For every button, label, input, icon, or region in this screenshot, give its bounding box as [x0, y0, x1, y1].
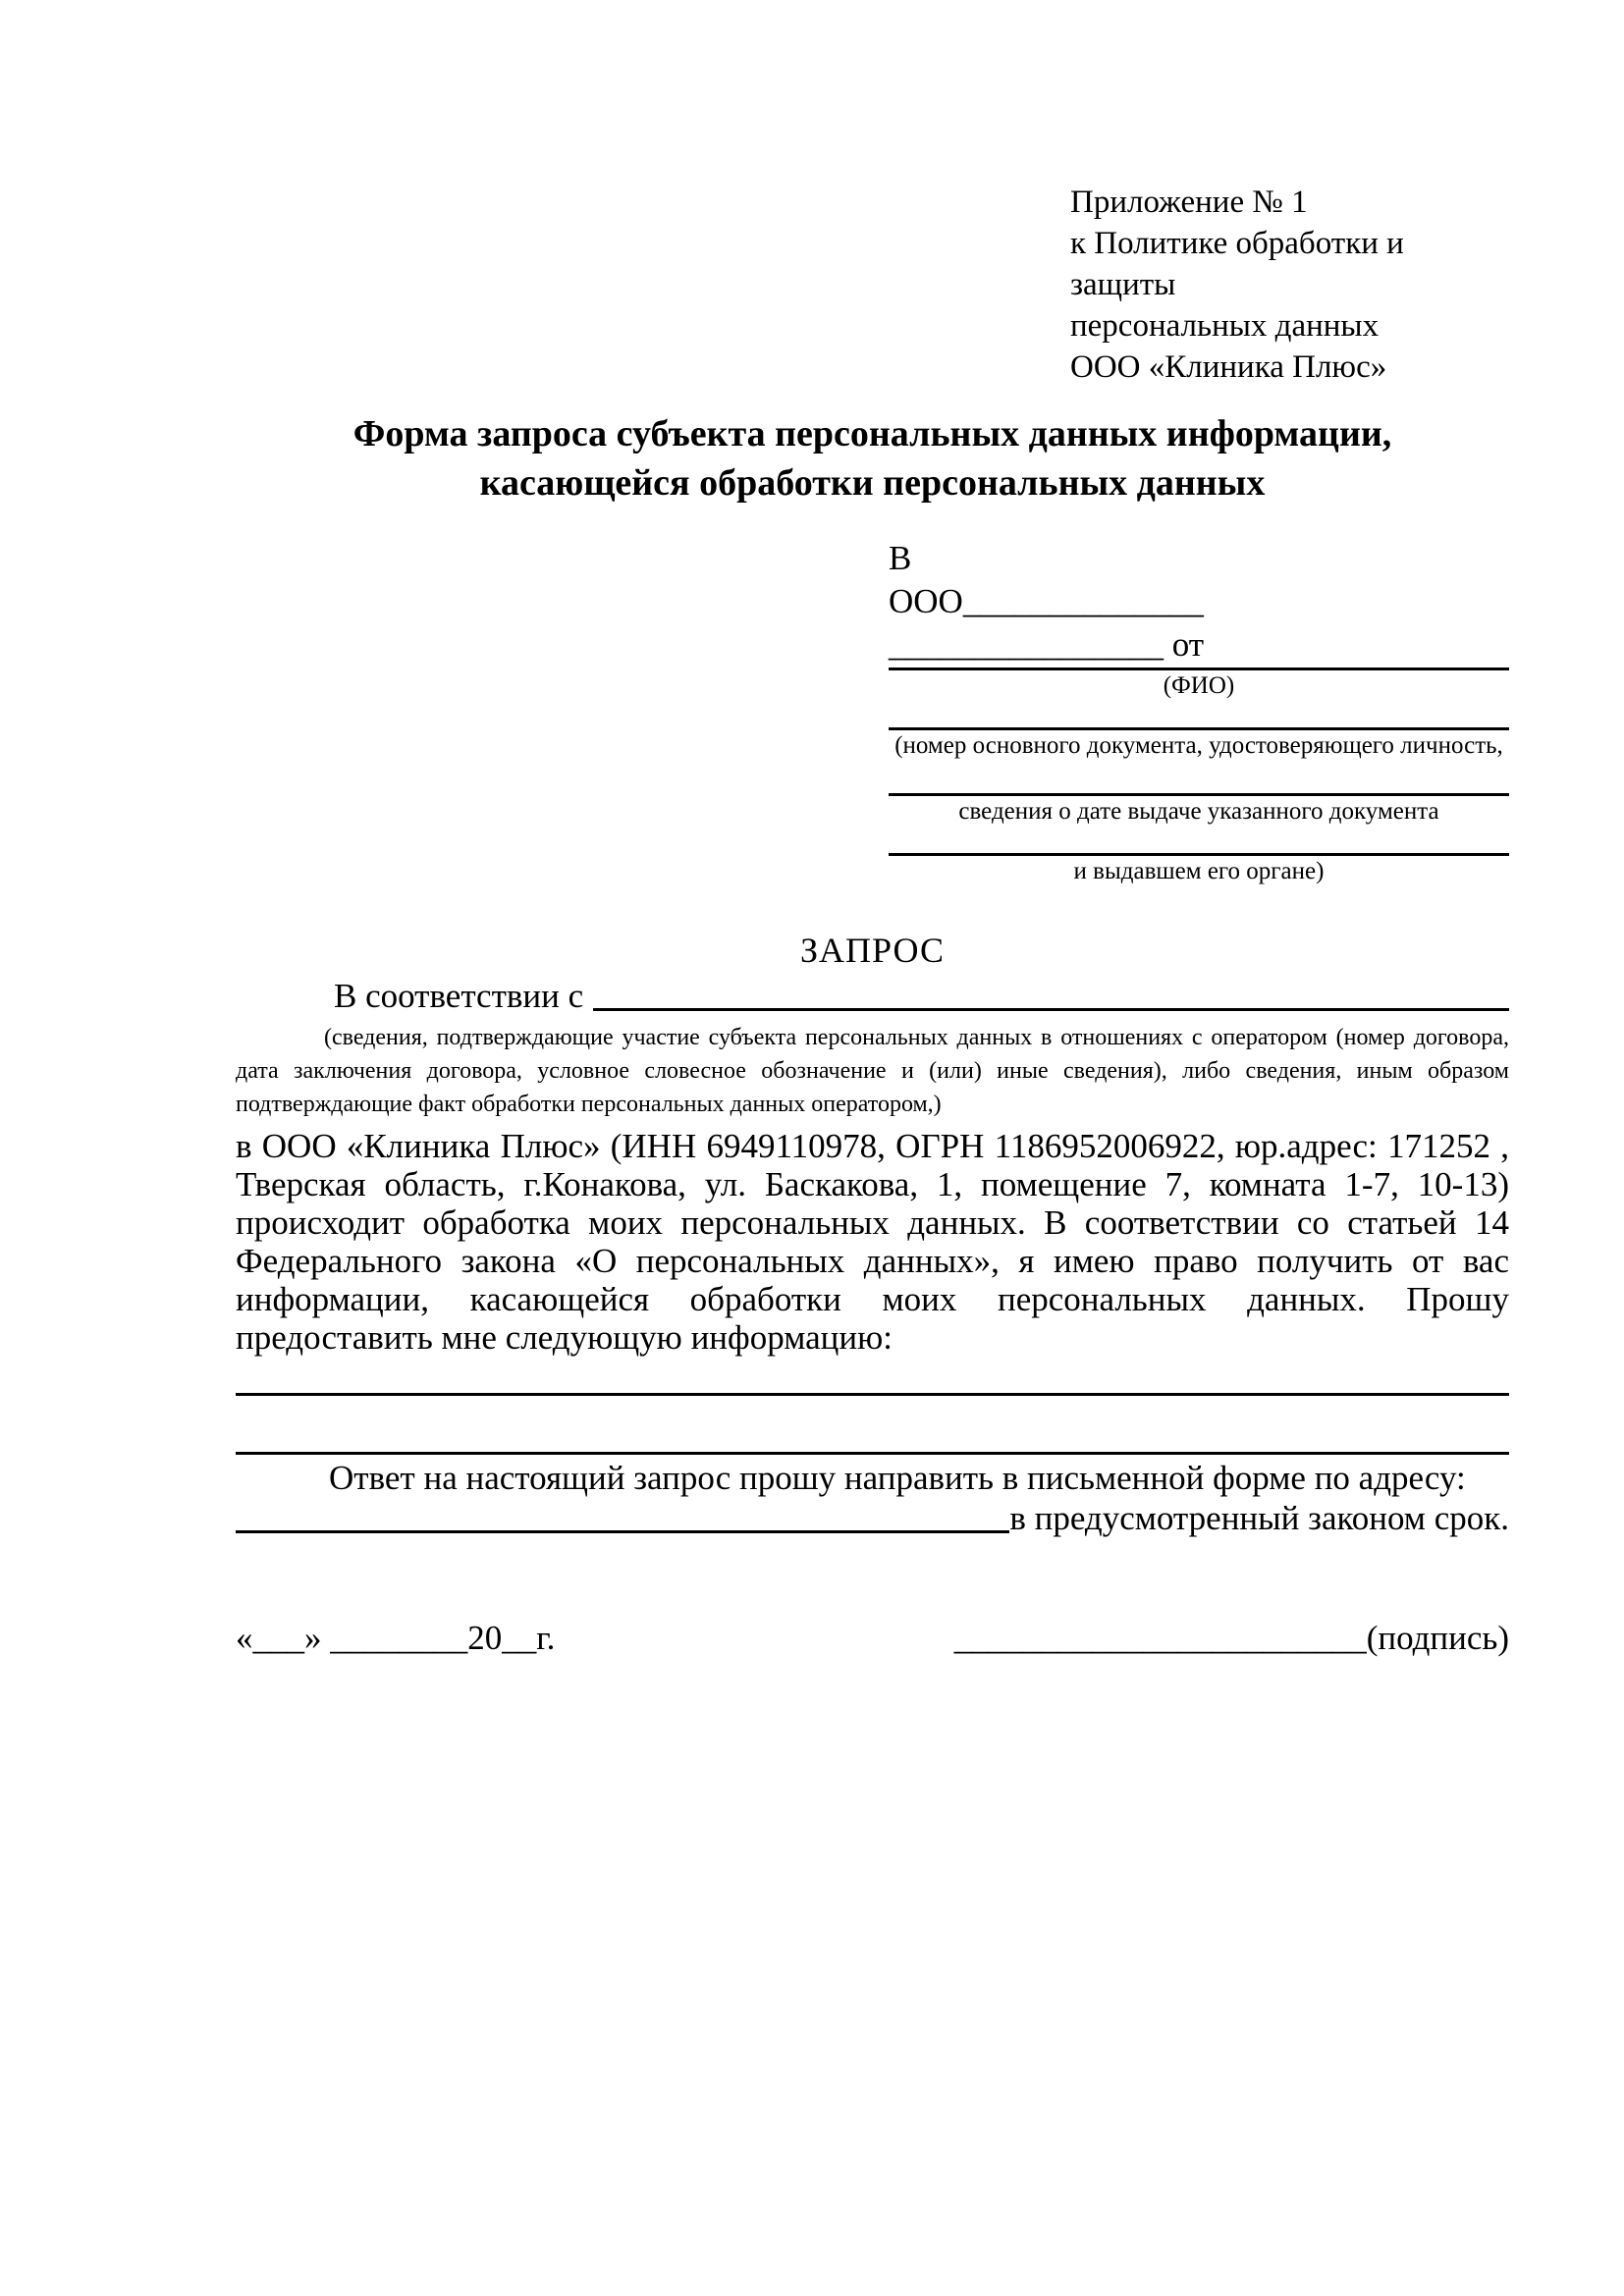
accordance-caption: (сведения, подтверждающие участие субъекта персональных данных в отношениях с оператором (номер договора, дата заключения договора, условное словесное обозначение и (или) иные сведения), либо сведения, иным образом подтверждающие факт обработки персональных данных оператором,)	[236, 1025, 1509, 1117]
appendix-line: Приложение № 1	[1070, 185, 1308, 220]
issuing-authority-field	[889, 852, 1509, 885]
accordance-prefix: В соответствии с	[334, 977, 584, 1015]
request-heading: ЗАПРОС	[800, 931, 945, 970]
fio-field	[889, 667, 1509, 700]
fio-blank-line	[889, 667, 1509, 670]
date-signature-row	[236, 1618, 1509, 1659]
fio-caption: (ФИО)	[1163, 672, 1235, 699]
appendix-line: к Политике обработки и защиты	[1070, 226, 1404, 302]
reply-deadline-text: в предусмотренный законом срок.	[1009, 1499, 1509, 1537]
information-blank-line-1	[236, 1392, 1509, 1396]
request-body-paragraph: в ООО «Клиника Плюс» (ИНН 6949110978, ОГРН 1186952006922, юр.адрес: 171252 , Тверская область, г.Конакова, ул. Баскакова, 1, помещение 7, комната 1-7, 10-13) происходит обработка моих персональных данных. В соответствии со статьей 14 Федерального закона «О персональных данных», я имею право получить от вас информации, касающейся обработки моих персональных данных. Прошу предоставить мне следующую информацию:	[236, 1127, 1509, 1357]
page-title-line: Форма запроса субъекта персональных данных информации,	[352, 413, 1392, 454]
document-number-caption: (номер основного документа, удостоверяющего личность,	[894, 732, 1503, 759]
addressee-block	[889, 537, 1509, 885]
document-date-blank-line	[889, 792, 1509, 796]
reply-address-row	[236, 1498, 1509, 1539]
document-number-blank-line	[889, 726, 1509, 730]
document-date-field	[889, 792, 1509, 826]
accordance-row	[236, 976, 1509, 1017]
addressee-to-prefix: В	[889, 539, 912, 577]
issuing-authority-blank-line	[889, 852, 1509, 856]
signature-blank-field: ________________________(подпись)	[953, 1619, 1509, 1657]
reply-address-paragraph: Ответ на настоящий запрос прошу направить в письменной форме по адресу:	[329, 1459, 1466, 1497]
accordance-blank-line	[593, 1008, 1509, 1011]
from-blank-field: ________________ от	[889, 625, 1205, 664]
document-number-field	[889, 726, 1509, 760]
information-blank-line-2	[236, 1451, 1509, 1455]
date-blank-field: «___» ________20__г.	[236, 1619, 556, 1657]
appendix-line: ООО «Клиника Плюс»	[1070, 349, 1387, 385]
appendix-line: персональных данных	[1070, 308, 1380, 344]
page-title-line: касающейся обработки персональных данных	[479, 462, 1266, 504]
issuing-authority-caption: и выдавшем его органе)	[1073, 858, 1325, 884]
company-name-blank-field: ООО______________	[889, 582, 1204, 620]
page-title	[236, 409, 1509, 507]
appendix-header	[1070, 182, 1509, 388]
document-date-caption: сведения о дате выдаче указанного документа	[958, 798, 1439, 825]
reply-address-blank-line	[236, 1530, 1009, 1533]
